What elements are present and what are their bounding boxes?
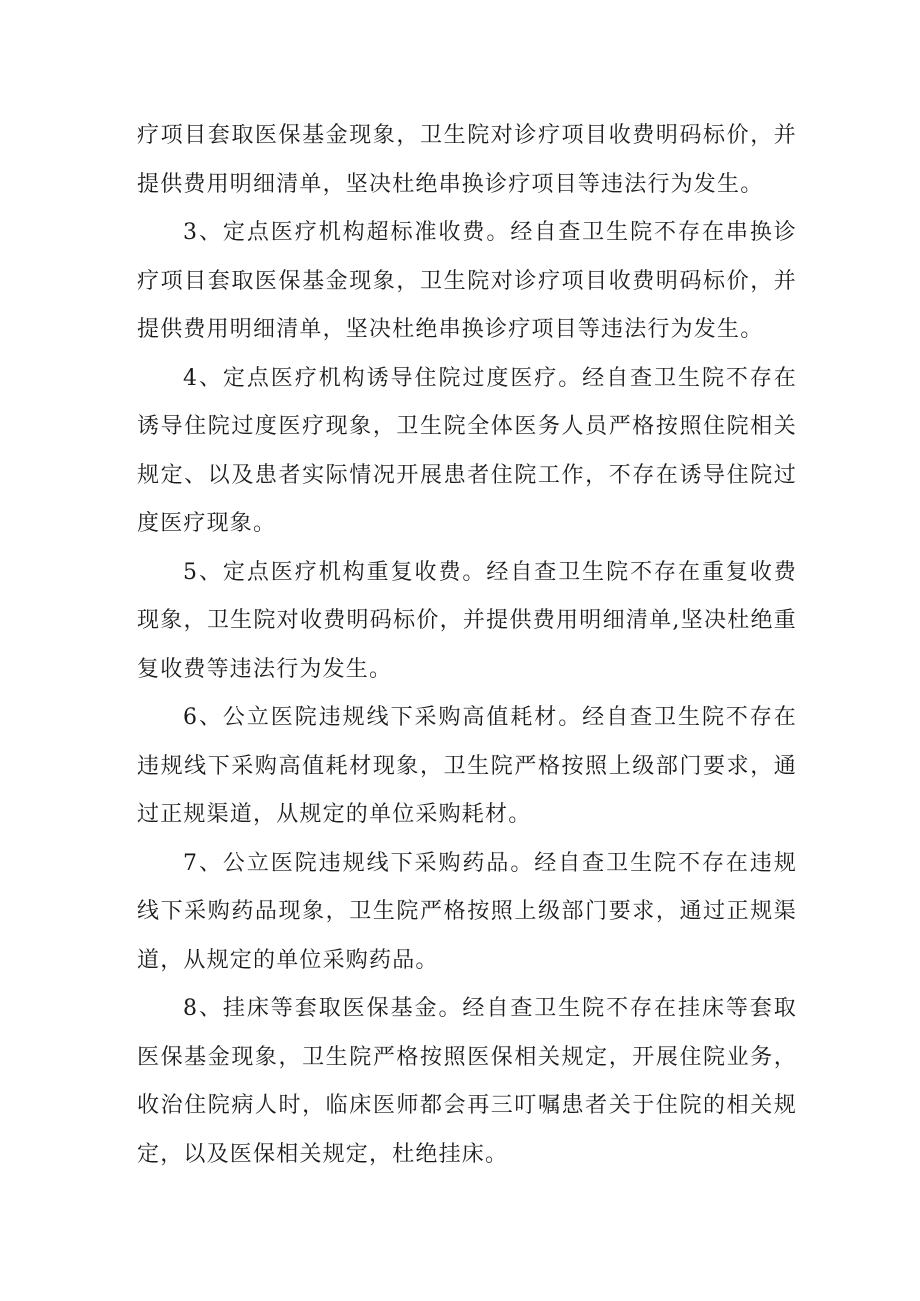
- paragraph-item-6: 6、公立医院违规线下采购高值耗材。经自查卫生院不存在违规线下采购高值耗材现象，卫生院严格按照上级部门要求，通过正规渠道，从规定的单位采购耗材。: [137, 705, 797, 827]
- paragraph-item-3: 3、定点医疗机构超标准收费。经自查卫生院不存在串换诊疗项目套取医保基金现象，卫生院对诊疗项目收费明码标价，并提供费用明细清单，坚决杜绝串换诊疗项目等违法行为发生。: [137, 220, 797, 342]
- paragraph-continuation: 疗项目套取医保基金现象，卫生院对诊疗项目收费明码标价，并提供费用明细清单，坚决杜绝串换诊疗项目等违法行为发生。: [137, 123, 797, 197]
- paragraph-item-5: 5、定点医疗机构重复收费。经自查卫生院不存在重复收费现象，卫生院对收费明码标价，并提供费用明细清单,坚决杜绝重复收费等违法行为发生。: [137, 559, 797, 682]
- paragraph-item-7: 7、公立医院违规线下采购药品。经自查卫生院不存在违规线下采购药品现象，卫生院严格按照上级部门要求，通过正规渠道，从规定的单位采购药品。: [137, 850, 797, 973]
- document-body: [137, 112, 797, 1179]
- paragraph-item-8: 8、挂床等套取医保基金。经自查卫生院不存在挂床等套取医保基金现象，卫生院严格按照医保相关规定，开展住院业务，收治住院病人时，临床医师都会再三叮嘱患者关于住院的相关规定，以及医保相关规定，杜绝挂床。: [137, 996, 797, 1167]
- paragraph-item-4: 4、定点医疗机构诱导住院过度医疗。经自查卫生院不存在诱导住院过度医疗现象，卫生院全体医务人员严格按照住院相关规定、以及患者实际情况开展患者住院工作，不存在诱导住院过度医疗现象。: [137, 365, 797, 536]
